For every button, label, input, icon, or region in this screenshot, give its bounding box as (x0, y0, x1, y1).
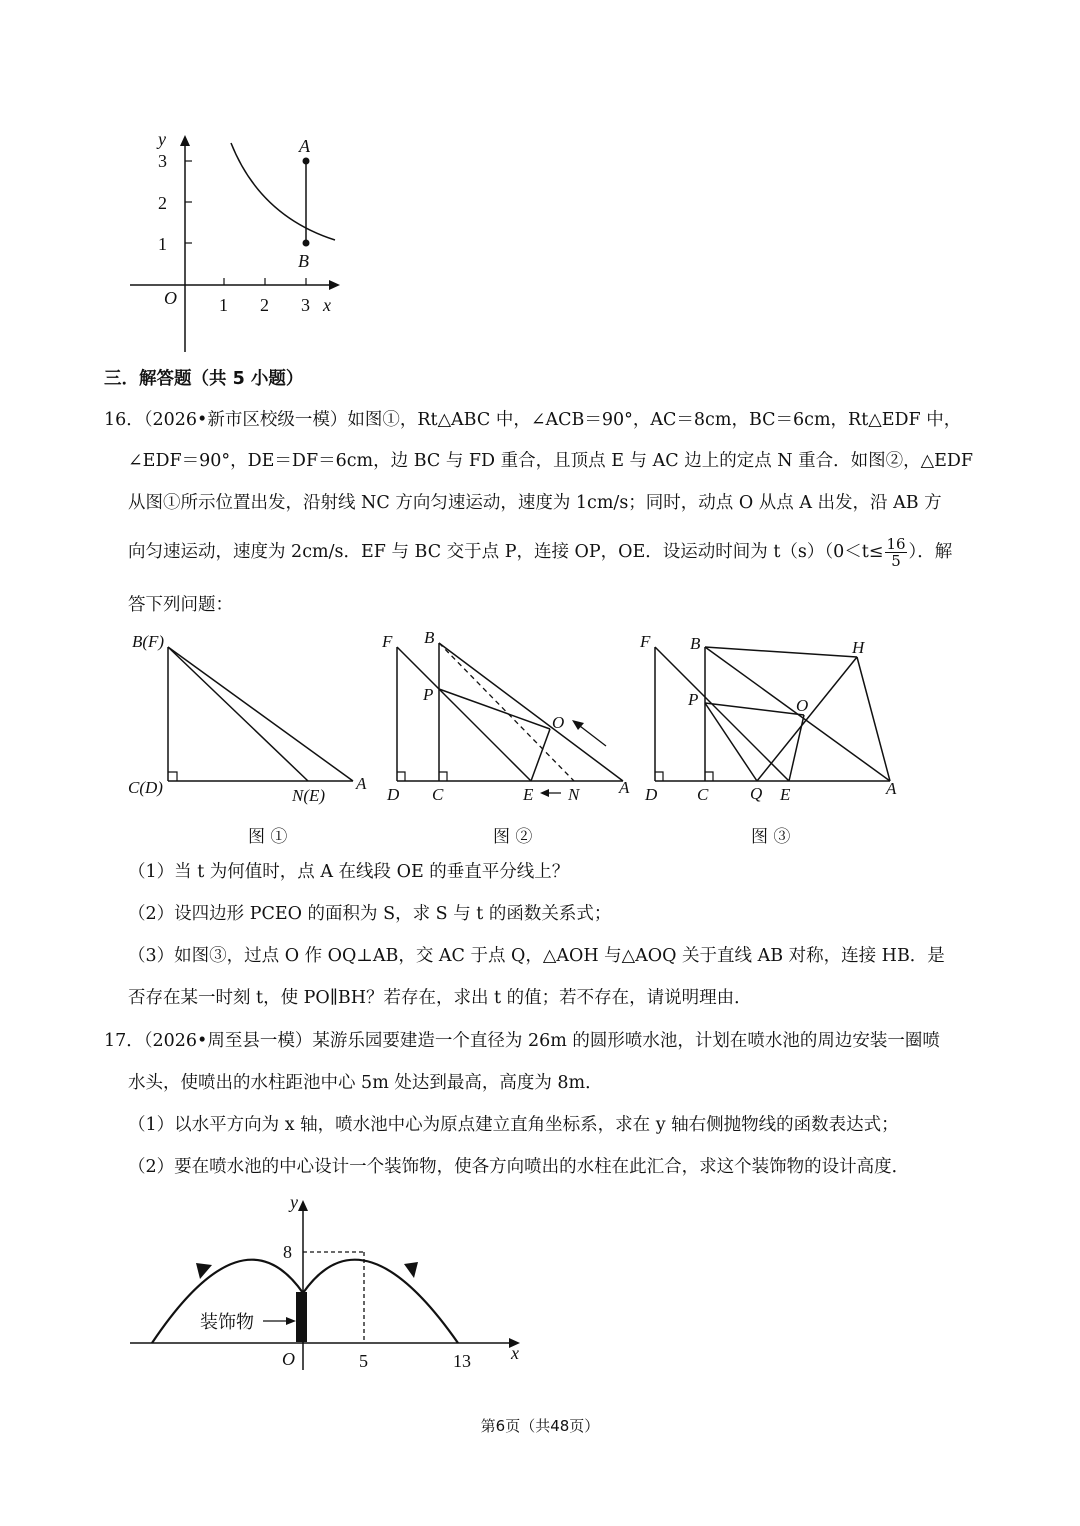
x-tick-label: 2 (260, 295, 269, 315)
q16-sub-1: （1）当 t 为何值时，点 A 在线段 OE 的垂直平分线上？ (128, 862, 570, 882)
peak-label: 8 (283, 1242, 292, 1262)
q16-line-3: 从图①所示位置出发，沿射线 NC 方向匀速运动，速度为 1cm/s；同时，动点 O 从点 A 出发，沿 AB 方 (128, 493, 942, 513)
figure-2 (378, 625, 638, 810)
label-f: F (640, 632, 651, 651)
origin-label: O (282, 1349, 295, 1369)
figure-2-caption: 图 ② (493, 827, 533, 847)
label-q: Q (750, 784, 763, 803)
top-graph (120, 120, 350, 360)
label-a: A (356, 774, 367, 793)
q16-line-4-text: 向匀速运动，速度为 2cm/s．EF 与 BC 交于点 P，连接 OP，OE．设运动时间为 t（s）（0＜t≤ (128, 542, 884, 562)
figure-1-caption: 图 ① (248, 827, 288, 847)
q16-sub-2: （2）设四边形 PCEO 的面积为 S，求 S 与 t 的函数关系式； (128, 904, 612, 924)
label-d: D (387, 785, 400, 804)
fraction-numerator: 16 (886, 535, 906, 553)
label-bf: B(F) (132, 632, 165, 651)
x-end-label: 13 (453, 1351, 471, 1371)
label-b: B (690, 634, 701, 653)
q17-line-1: 17．（2026•周至县一模）某游乐园要建造一个直径为 26m 的圆形喷水池，计划在喷水池的周边安装一圈喷 (104, 1031, 940, 1051)
page-footer: 第6页（共48页） (480, 1417, 600, 1435)
label-b: B (424, 628, 435, 647)
y-axis-label: y (290, 1192, 298, 1212)
q17-sub-1: （1）以水平方向为 x 轴，喷水池中心为原点建立直角坐标系，求在 y 轴右侧抛物线的函数表达式； (128, 1115, 899, 1135)
x-tick-label: 1 (219, 295, 228, 315)
q16-sub-3a: （3）如图③，过点 O 作 OQ⊥AB，交 AC 于点 Q，△AOH 与△AOQ 关于直线 AB 对称，连接 HB．是 (128, 946, 945, 966)
label-e: E (523, 785, 534, 804)
q16-sub-3b: 否存在某一时刻 t，使 PO∥BH？若存在，求出 t 的值；若不存在，请说明理由． (128, 988, 752, 1008)
figure-1 (120, 625, 380, 805)
fountain-figure (120, 1185, 540, 1385)
x-axis-label: x (323, 295, 331, 315)
x-axis-label: x (511, 1343, 519, 1363)
ornament-label: 装饰物 (200, 1312, 254, 1333)
q16-line-4 (128, 536, 952, 569)
label-p: P (688, 690, 699, 709)
x-tick-label: 3 (301, 295, 310, 315)
label-cd: C(D) (128, 778, 163, 797)
y-tick-label: 2 (158, 193, 167, 213)
section-title: 三．解答题（共 5 小题） (104, 369, 304, 389)
y-axis-label: y (158, 129, 166, 149)
label-a: A (619, 778, 630, 797)
figure-3-caption: 图 ③ (751, 827, 791, 847)
y-tick-label: 1 (158, 234, 167, 254)
q16-line-2: ∠EDF＝90°，DE＝DF＝6cm，边 BC 与 FD 重合，且顶点 E 与 AC 边上的定点 N 重合．如图②，△EDF (128, 451, 974, 471)
y-tick-label: 3 (158, 151, 167, 171)
q17-sub-2: （2）要在喷水池的中心设计一个装饰物，使各方向喷出的水柱在此汇合，求这个装饰物的设计高度． (128, 1157, 910, 1177)
label-o: O (796, 696, 809, 715)
fraction (885, 536, 906, 569)
label-p: P (423, 685, 434, 704)
point-b-label: B (298, 251, 309, 271)
fraction-denominator: 5 (891, 552, 901, 570)
label-n: N (568, 785, 580, 804)
x-mid-label: 5 (359, 1351, 368, 1371)
label-c: C (432, 785, 444, 804)
q16-line-5: 答下列问题： (128, 595, 233, 615)
label-ne: N(E) (292, 786, 326, 805)
figure-3 (636, 625, 911, 810)
q16-line-1: 16．（2026•新市区校级一模）如图①，Rt△ABC 中，∠ACB＝90°，AC＝8cm，BC＝6cm，Rt△EDF 中， (104, 410, 962, 430)
origin-label: O (164, 288, 177, 308)
label-e: E (780, 785, 791, 804)
label-o: O (552, 713, 565, 732)
label-a: A (886, 779, 897, 798)
label-d: D (645, 785, 658, 804)
q16-line-4-end: ）．解 (908, 542, 953, 562)
label-h: H (852, 638, 865, 657)
point-a-label: A (299, 136, 310, 156)
label-f: F (382, 632, 393, 651)
q17-line-2: 水头，使喷出的水柱距池中心 5m 处达到最高，高度为 8m． (128, 1073, 603, 1093)
label-c: C (697, 785, 709, 804)
